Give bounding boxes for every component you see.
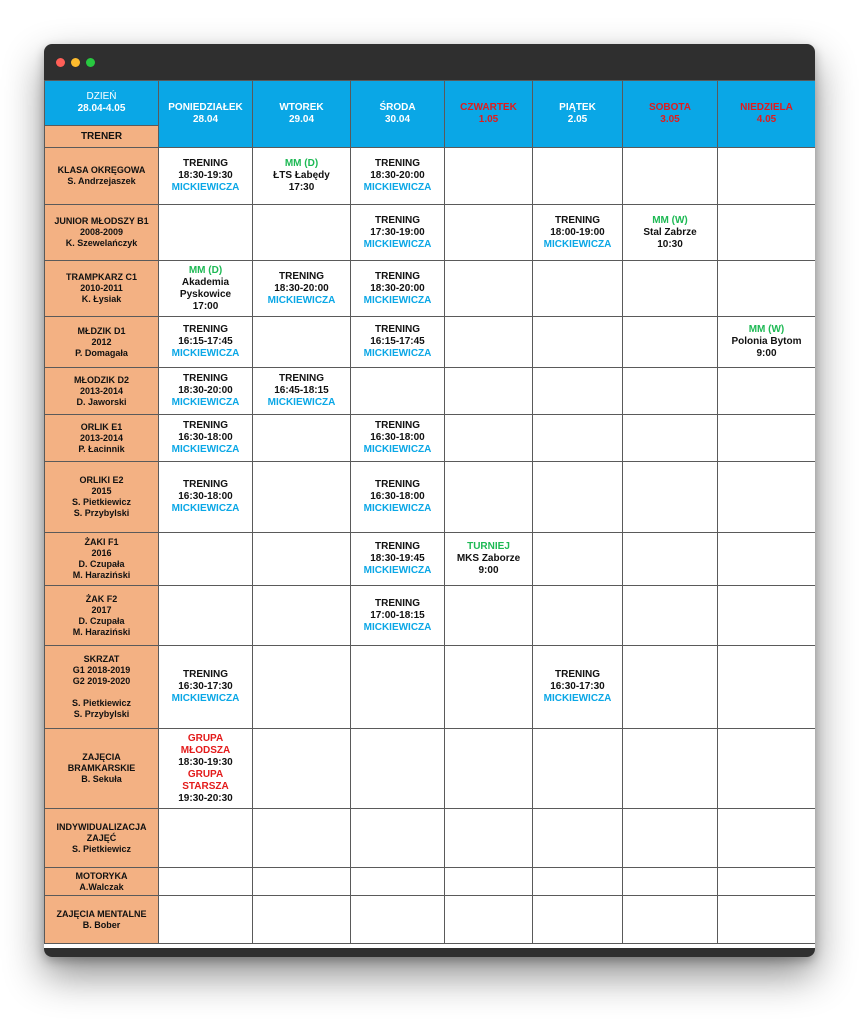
entry-line: TRENING <box>183 479 228 490</box>
day-name: WTOREK <box>279 102 324 113</box>
schedule-row <box>45 317 816 368</box>
day-name: NIEDZIELA <box>740 102 793 113</box>
team-line: S. Przybylski <box>73 508 130 518</box>
schedule-cell[interactable] <box>445 462 533 533</box>
entry-line: 16:15-17:45 <box>370 336 425 347</box>
entry-line: 18:30-19:30 <box>178 170 233 181</box>
team-line: INDYWIDUALIZACJA <box>56 821 147 832</box>
schedule-cell[interactable] <box>533 896 623 944</box>
entry-line: MICKIEWICZA <box>171 397 240 408</box>
schedule-cell[interactable] <box>718 261 816 317</box>
schedule-cell[interactable] <box>623 646 718 729</box>
schedule-cell[interactable] <box>445 368 533 415</box>
entry-line: TRENING <box>183 158 228 169</box>
schedule-cell[interactable] <box>718 809 816 868</box>
schedule-row <box>45 261 816 317</box>
schedule-cell[interactable] <box>159 809 253 868</box>
schedule-cell[interactable] <box>351 809 445 868</box>
schedule-cell[interactable] <box>159 896 253 944</box>
schedule-cell[interactable] <box>159 415 253 462</box>
entry-line: 18:30-20:00 <box>370 170 425 181</box>
schedule-row <box>45 896 816 944</box>
team-line: 2013-2014 <box>79 432 124 443</box>
schedule-cell[interactable] <box>718 317 816 368</box>
entry-line: 18:30-19:30 <box>178 756 233 768</box>
day-name: CZWARTEK <box>460 102 517 113</box>
entry-line: MICKIEWICZA <box>171 444 240 455</box>
entry-line: 18:30-20:00 <box>274 282 329 294</box>
schedule-cell[interactable] <box>533 205 623 261</box>
entry-line: Stal Zabrze <box>643 226 697 238</box>
schedule-cell[interactable] <box>253 729 351 809</box>
schedule-cell[interactable] <box>533 462 623 533</box>
team-cell <box>45 462 159 533</box>
entry-line: TRENING <box>183 669 228 680</box>
schedule-cell[interactable] <box>623 415 718 462</box>
schedule-cell[interactable] <box>445 586 533 646</box>
entry-line: TRENING <box>555 669 600 680</box>
schedule-cell[interactable] <box>159 205 253 261</box>
schedule-cell[interactable] <box>351 368 445 415</box>
day-name: ŚRODA <box>379 102 416 113</box>
schedule-cell[interactable] <box>533 586 623 646</box>
schedule-cell[interactable] <box>623 896 718 944</box>
entry-line: 10:30 <box>657 238 683 250</box>
schedule-cell[interactable] <box>623 868 718 896</box>
schedule-cell[interactable] <box>445 896 533 944</box>
entry-line: MICKIEWICZA <box>543 693 612 704</box>
schedule-cell[interactable] <box>351 586 445 646</box>
entry-line: 18:30-20:00 <box>370 282 425 294</box>
schedule-cell[interactable] <box>718 205 816 261</box>
minimize-window-button[interactable] <box>71 58 80 67</box>
schedule-cell[interactable] <box>623 148 718 205</box>
entry-line: Pyskowice <box>179 288 232 300</box>
entry-line: 16:30-18:00 <box>370 491 425 502</box>
team-line: D. Czupała <box>78 559 125 569</box>
entry-line: TRENING <box>375 597 420 609</box>
team-line: ORLIKI E2 <box>79 475 124 485</box>
schedule-cell[interactable] <box>253 148 351 205</box>
day-date: 1.05 <box>478 114 499 125</box>
entry-line: TRENING <box>279 373 324 384</box>
team-line: ŻAK F2 <box>85 593 118 604</box>
entry-line: MICKIEWICZA <box>267 397 336 408</box>
team-line: ZAJĘCIA MENTALNE <box>56 908 147 919</box>
entry-line: MŁODSZA <box>180 744 231 756</box>
schedule-cell[interactable] <box>159 148 253 205</box>
schedule-cell[interactable] <box>623 533 718 586</box>
team-line: S. Pietkiewicz <box>71 698 132 708</box>
entry-line: TRENING <box>183 324 228 335</box>
schedule-cell[interactable] <box>533 868 623 896</box>
schedule-cell[interactable] <box>718 868 816 896</box>
entry-line: 16:30-18:00 <box>370 432 425 443</box>
entry-line: 17:30-19:00 <box>370 226 425 238</box>
team-line: M. Haraziński <box>72 570 131 580</box>
schedule-cell[interactable] <box>533 533 623 586</box>
team-line: 2008-2009 <box>79 227 124 237</box>
schedule-cell[interactable] <box>445 205 533 261</box>
close-window-button[interactable] <box>56 58 65 67</box>
schedule-cell[interactable] <box>623 205 718 261</box>
day-header-5 <box>623 81 718 148</box>
entry-line: 9:00 <box>478 565 499 576</box>
entry-line: TRENING <box>279 270 324 282</box>
entry-line: MM (D) <box>188 264 223 276</box>
schedule-cell[interactable] <box>351 729 445 809</box>
schedule-cell[interactable] <box>533 148 623 205</box>
entry-line: TRENING <box>555 214 600 226</box>
schedule-cell[interactable] <box>718 148 816 205</box>
schedule-row <box>45 809 816 868</box>
day-name: SOBOTA <box>648 102 692 113</box>
schedule-cell[interactable] <box>445 729 533 809</box>
team-line: G1 2018-2019 <box>72 665 131 675</box>
team-cell <box>45 415 159 462</box>
schedule-cell[interactable] <box>253 896 351 944</box>
team-line: S. Pietkiewicz <box>71 843 132 854</box>
entry-line: 16:45-18:15 <box>274 385 329 396</box>
schedule-cell[interactable] <box>253 261 351 317</box>
entry-line: MM (W) <box>748 324 785 335</box>
schedule-sheet <box>44 80 815 944</box>
app-window <box>44 44 815 957</box>
day-label: DZIEŃ <box>86 91 117 102</box>
schedule-cell[interactable] <box>445 317 533 368</box>
schedule-cell[interactable] <box>445 148 533 205</box>
team-line: ZAJĘCIA <box>82 752 121 762</box>
schedule-cell[interactable] <box>718 368 816 415</box>
entry-line: 18:30-19:45 <box>370 553 425 564</box>
entry-line: MICKIEWICZA <box>363 621 432 633</box>
schedule-row <box>45 586 816 646</box>
schedule-cell[interactable] <box>253 462 351 533</box>
schedule-cell[interactable] <box>718 896 816 944</box>
team-line: 2015 <box>91 486 112 496</box>
schedule-cell[interactable] <box>159 646 253 729</box>
team-line: A.Walczak <box>79 881 124 892</box>
entry-line: MICKIEWICZA <box>543 238 612 250</box>
team-cell <box>45 317 159 368</box>
schedule-cell[interactable] <box>533 809 623 868</box>
entry-line: MICKIEWICZA <box>363 565 432 576</box>
schedule-cell[interactable] <box>351 261 445 317</box>
maximize-window-button[interactable] <box>86 58 95 67</box>
team-line: SKRZAT <box>83 654 120 664</box>
schedule-cell[interactable] <box>623 586 718 646</box>
schedule-cell[interactable] <box>718 729 816 809</box>
entry-line: GRUPA <box>187 768 224 780</box>
entry-line: 16:30-18:00 <box>178 432 233 443</box>
schedule-cell[interactable] <box>351 646 445 729</box>
schedule-cell[interactable] <box>718 586 816 646</box>
team-line: P. Łacinnik <box>78 443 125 454</box>
team-line <box>47 687 156 698</box>
team-cell <box>45 533 159 586</box>
team-line: M. Haraziński <box>72 626 131 637</box>
day-header-1 <box>253 81 351 148</box>
schedule-cell[interactable] <box>159 317 253 368</box>
team-line: K. Szewelańczyk <box>65 238 138 248</box>
entry-line: TRENING <box>375 479 420 490</box>
schedule-row <box>45 205 816 261</box>
day-header-3 <box>445 81 533 148</box>
schedule-cell[interactable] <box>159 586 253 646</box>
schedule-row <box>45 868 816 896</box>
entry-line: Polonia Bytom <box>731 336 802 347</box>
window-bottom-edge <box>44 948 815 957</box>
schedule-cell[interactable] <box>253 586 351 646</box>
entry-line: TRENING <box>375 214 420 226</box>
entry-line: MICKIEWICZA <box>267 294 336 306</box>
schedule-cell[interactable] <box>351 415 445 462</box>
entry-line: 18:00-19:00 <box>550 226 605 238</box>
team-line: S. Pietkiewicz <box>71 497 132 507</box>
entry-line: TRENING <box>375 270 420 282</box>
day-date: 29.04 <box>288 114 315 125</box>
schedule-cell[interactable] <box>533 729 623 809</box>
schedule-cell[interactable] <box>253 646 351 729</box>
schedule-cell[interactable] <box>159 729 253 809</box>
entry-line: 16:15-17:45 <box>178 336 233 347</box>
team-line: P. Domagała <box>75 347 128 358</box>
team-line: MŁODZIK D2 <box>74 374 129 385</box>
day-range-header <box>45 81 159 126</box>
schedule-cell[interactable] <box>718 462 816 533</box>
team-line: G2 2019-2020 <box>72 676 131 686</box>
team-line: B. Sekuła <box>81 774 122 784</box>
schedule-cell[interactable] <box>159 462 253 533</box>
schedule-cell[interactable] <box>351 462 445 533</box>
team-cell <box>45 896 159 944</box>
schedule-body <box>45 148 816 944</box>
team-cell <box>45 646 159 729</box>
team-line: D. Czupała <box>78 615 125 626</box>
schedule-cell[interactable] <box>351 868 445 896</box>
team-line: 2017 <box>91 604 112 615</box>
entry-line: MM (D) <box>284 158 319 169</box>
entry-line: MICKIEWICZA <box>363 503 432 514</box>
entry-line: TURNIEJ <box>467 541 510 552</box>
team-line: ORLIK E1 <box>80 421 123 432</box>
schedule-cell[interactable] <box>445 809 533 868</box>
team-line: KLASA OKRĘGOWA <box>57 165 146 175</box>
entry-line: MICKIEWICZA <box>171 693 240 704</box>
entry-line: 18:30-20:00 <box>178 385 233 396</box>
team-line: K. Łysiak <box>81 294 122 304</box>
entry-line: 16:30-17:30 <box>550 681 605 692</box>
schedule-cell[interactable] <box>351 148 445 205</box>
team-line: 2010-2011 <box>80 283 123 293</box>
schedule-cell[interactable] <box>718 533 816 586</box>
schedule-row <box>45 646 816 729</box>
entry-line: MM (W) <box>652 214 688 226</box>
schedule-cell[interactable] <box>533 317 623 368</box>
team-line: S. Andrzejaszek <box>67 176 136 186</box>
entry-line: ŁTS Łabędy <box>273 170 330 181</box>
entry-line: 17:00 <box>192 300 219 312</box>
entry-line: TRENING <box>375 324 420 335</box>
schedule-table <box>44 80 815 944</box>
entry-line: TRENING <box>375 158 420 169</box>
team-line: MOTORYKA <box>75 870 128 881</box>
schedule-cell[interactable] <box>623 317 718 368</box>
team-cell <box>45 368 159 415</box>
entry-line: GRUPA <box>187 732 224 744</box>
entry-line: MICKIEWICZA <box>363 444 432 455</box>
schedule-cell[interactable] <box>533 368 623 415</box>
team-line: B. Bober <box>82 919 121 930</box>
window-titlebar <box>44 44 815 80</box>
team-line: ŻAKI F1 <box>84 537 119 547</box>
team-line: 2013-2014 <box>79 385 124 396</box>
entry-line: MICKIEWICZA <box>171 182 240 193</box>
day-header-6 <box>718 81 816 148</box>
schedule-cell[interactable] <box>623 261 718 317</box>
team-line: JUNIOR MŁODSZY B1 <box>54 216 149 226</box>
schedule-cell[interactable] <box>445 415 533 462</box>
schedule-row <box>45 729 816 809</box>
entry-line: MICKIEWICZA <box>363 294 432 306</box>
entry-line: STARSZA <box>182 780 229 792</box>
entry-line: TRENING <box>183 373 228 384</box>
team-cell <box>45 261 159 317</box>
entry-line: MICKIEWICZA <box>363 182 432 193</box>
entry-line: TRENING <box>183 420 228 431</box>
team-cell <box>45 205 159 261</box>
schedule-cell[interactable] <box>351 317 445 368</box>
schedule-cell[interactable] <box>718 415 816 462</box>
entry-line: MKS Zaborze <box>456 553 521 564</box>
schedule-cell[interactable] <box>253 415 351 462</box>
entry-line: Akademia <box>181 276 230 288</box>
day-date: 4.05 <box>756 114 777 125</box>
schedule-cell[interactable] <box>623 809 718 868</box>
day-date: 3.05 <box>660 114 680 125</box>
schedule-cell[interactable] <box>533 646 623 729</box>
team-cell <box>45 809 159 868</box>
entry-line: MICKIEWICZA <box>171 348 240 359</box>
trener-header: TRENER <box>45 126 159 148</box>
schedule-cell[interactable] <box>351 205 445 261</box>
schedule-cell[interactable] <box>351 533 445 586</box>
schedule-cell[interactable] <box>445 646 533 729</box>
entry-line: 9:00 <box>756 348 777 359</box>
entry-line: 17:30 <box>288 182 315 193</box>
day-date: 30.04 <box>384 114 411 125</box>
schedule-cell[interactable] <box>253 809 351 868</box>
team-line: 2012 <box>91 336 112 347</box>
day-date: 2.05 <box>567 114 588 125</box>
day-header-0 <box>159 81 253 148</box>
schedule-cell[interactable] <box>253 533 351 586</box>
schedule-row <box>45 368 816 415</box>
schedule-cell[interactable] <box>533 261 623 317</box>
schedule-cell[interactable] <box>159 868 253 896</box>
team-line: TRAMPKARZ C1 <box>66 272 137 282</box>
team-cell <box>45 148 159 205</box>
schedule-cell[interactable] <box>623 462 718 533</box>
entry-line: 17:00-18:15 <box>370 609 425 621</box>
schedule-row <box>45 533 816 586</box>
entry-line: MICKIEWICZA <box>171 503 240 514</box>
entry-line: 16:30-18:00 <box>178 491 233 502</box>
day-header-2 <box>351 81 445 148</box>
schedule-cell[interactable] <box>718 646 816 729</box>
schedule-cell[interactable] <box>351 896 445 944</box>
team-line: 2016 <box>91 548 112 558</box>
schedule-cell[interactable] <box>253 205 351 261</box>
schedule-cell[interactable] <box>445 868 533 896</box>
team-line: MŁDZIK D1 <box>77 325 126 336</box>
team-cell <box>45 868 159 896</box>
team-line: BRAMKARSKIE <box>67 763 136 773</box>
team-line: S. Przybylski <box>73 709 130 719</box>
team-cell <box>45 586 159 646</box>
schedule-cell[interactable] <box>159 533 253 586</box>
schedule-cell[interactable] <box>445 533 533 586</box>
schedule-cell[interactable] <box>533 415 623 462</box>
entry-line: MICKIEWICZA <box>363 348 432 359</box>
entry-line: 19:30-20:30 <box>178 792 233 804</box>
entry-line: TRENING <box>375 420 420 431</box>
day-header-4 <box>533 81 623 148</box>
team-cell <box>45 729 159 809</box>
day-date: 28.04 <box>192 114 219 125</box>
entry-line: MICKIEWICZA <box>363 238 432 250</box>
schedule-cell[interactable] <box>623 729 718 809</box>
schedule-row <box>45 148 816 205</box>
entry-line: 16:30-17:30 <box>178 681 233 692</box>
day-name: PIĄTEK <box>559 102 596 113</box>
schedule-cell[interactable] <box>253 368 351 415</box>
schedule-cell[interactable] <box>623 368 718 415</box>
schedule-row <box>45 415 816 462</box>
date-range: 28.04-4.05 <box>77 103 126 114</box>
schedule-cell[interactable] <box>445 261 533 317</box>
team-line: D. Jaworski <box>76 396 127 407</box>
schedule-cell[interactable] <box>253 317 351 368</box>
schedule-cell[interactable] <box>253 868 351 896</box>
team-line: ZAJĘĆ <box>86 832 117 843</box>
schedule-cell[interactable] <box>159 261 253 317</box>
schedule-cell[interactable] <box>159 368 253 415</box>
entry-line: TRENING <box>375 541 420 552</box>
schedule-row <box>45 462 816 533</box>
day-name: PONIEDZIAŁEK <box>168 102 243 113</box>
